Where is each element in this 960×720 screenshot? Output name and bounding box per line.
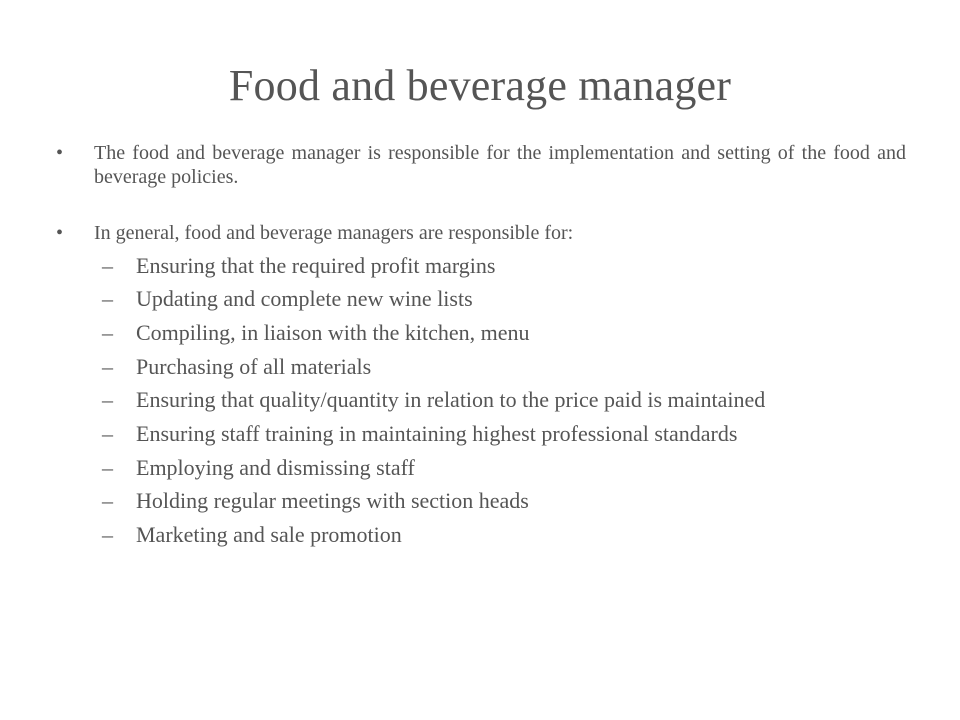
- list-item-text: Ensuring staff training in maintaining highest professional standards: [136, 420, 738, 446]
- list-item-text: Ensuring that quality/quantity in relation to the price paid is maintained: [136, 387, 766, 413]
- dash-marker: –: [102, 521, 113, 547]
- list-item: [56, 388, 906, 413]
- list-item-text: Employing and dismissing staff: [136, 454, 415, 480]
- dash-marker: –: [102, 320, 113, 346]
- dash-marker: –: [102, 286, 113, 312]
- bullet-item: [56, 142, 906, 189]
- list-item-text: Marketing and sale promotion: [136, 521, 402, 547]
- list-item: [56, 287, 906, 312]
- bullet-item: [56, 222, 906, 246]
- list-item: [56, 456, 906, 481]
- dash-marker: –: [102, 420, 113, 446]
- slide-content: [56, 142, 906, 556]
- slide-title: Food and beverage manager: [228, 61, 732, 110]
- dash-marker: –: [102, 252, 113, 278]
- list-item-text: Compiling, in liaison with the kitchen, menu: [136, 320, 530, 346]
- dash-marker: –: [102, 353, 113, 379]
- dash-marker: –: [102, 454, 113, 480]
- list-item: [56, 254, 906, 279]
- bullet-text: In general, food and beverage managers are responsible for:: [94, 222, 574, 245]
- dash-marker: –: [102, 387, 113, 413]
- bullet-text: The food and beverage manager is responsible for the implementation and setting of the food and beverage policies.: [94, 142, 906, 188]
- list-item-text: Ensuring that the required profit margins: [136, 252, 496, 278]
- list-item-text: Holding regular meetings with section heads: [136, 488, 529, 514]
- list-item: [56, 321, 906, 346]
- dash-marker: –: [102, 488, 113, 514]
- list-item-text: Purchasing of all materials: [136, 353, 372, 379]
- list-item: [56, 355, 906, 380]
- list-item: [56, 523, 906, 548]
- list-item: [56, 422, 906, 447]
- bullet-marker: •: [56, 222, 64, 245]
- responsibility-list: [56, 254, 906, 548]
- bullet-marker: •: [56, 142, 64, 164]
- list-item-text: Updating and complete new wine lists: [136, 286, 473, 312]
- list-item: [56, 489, 906, 514]
